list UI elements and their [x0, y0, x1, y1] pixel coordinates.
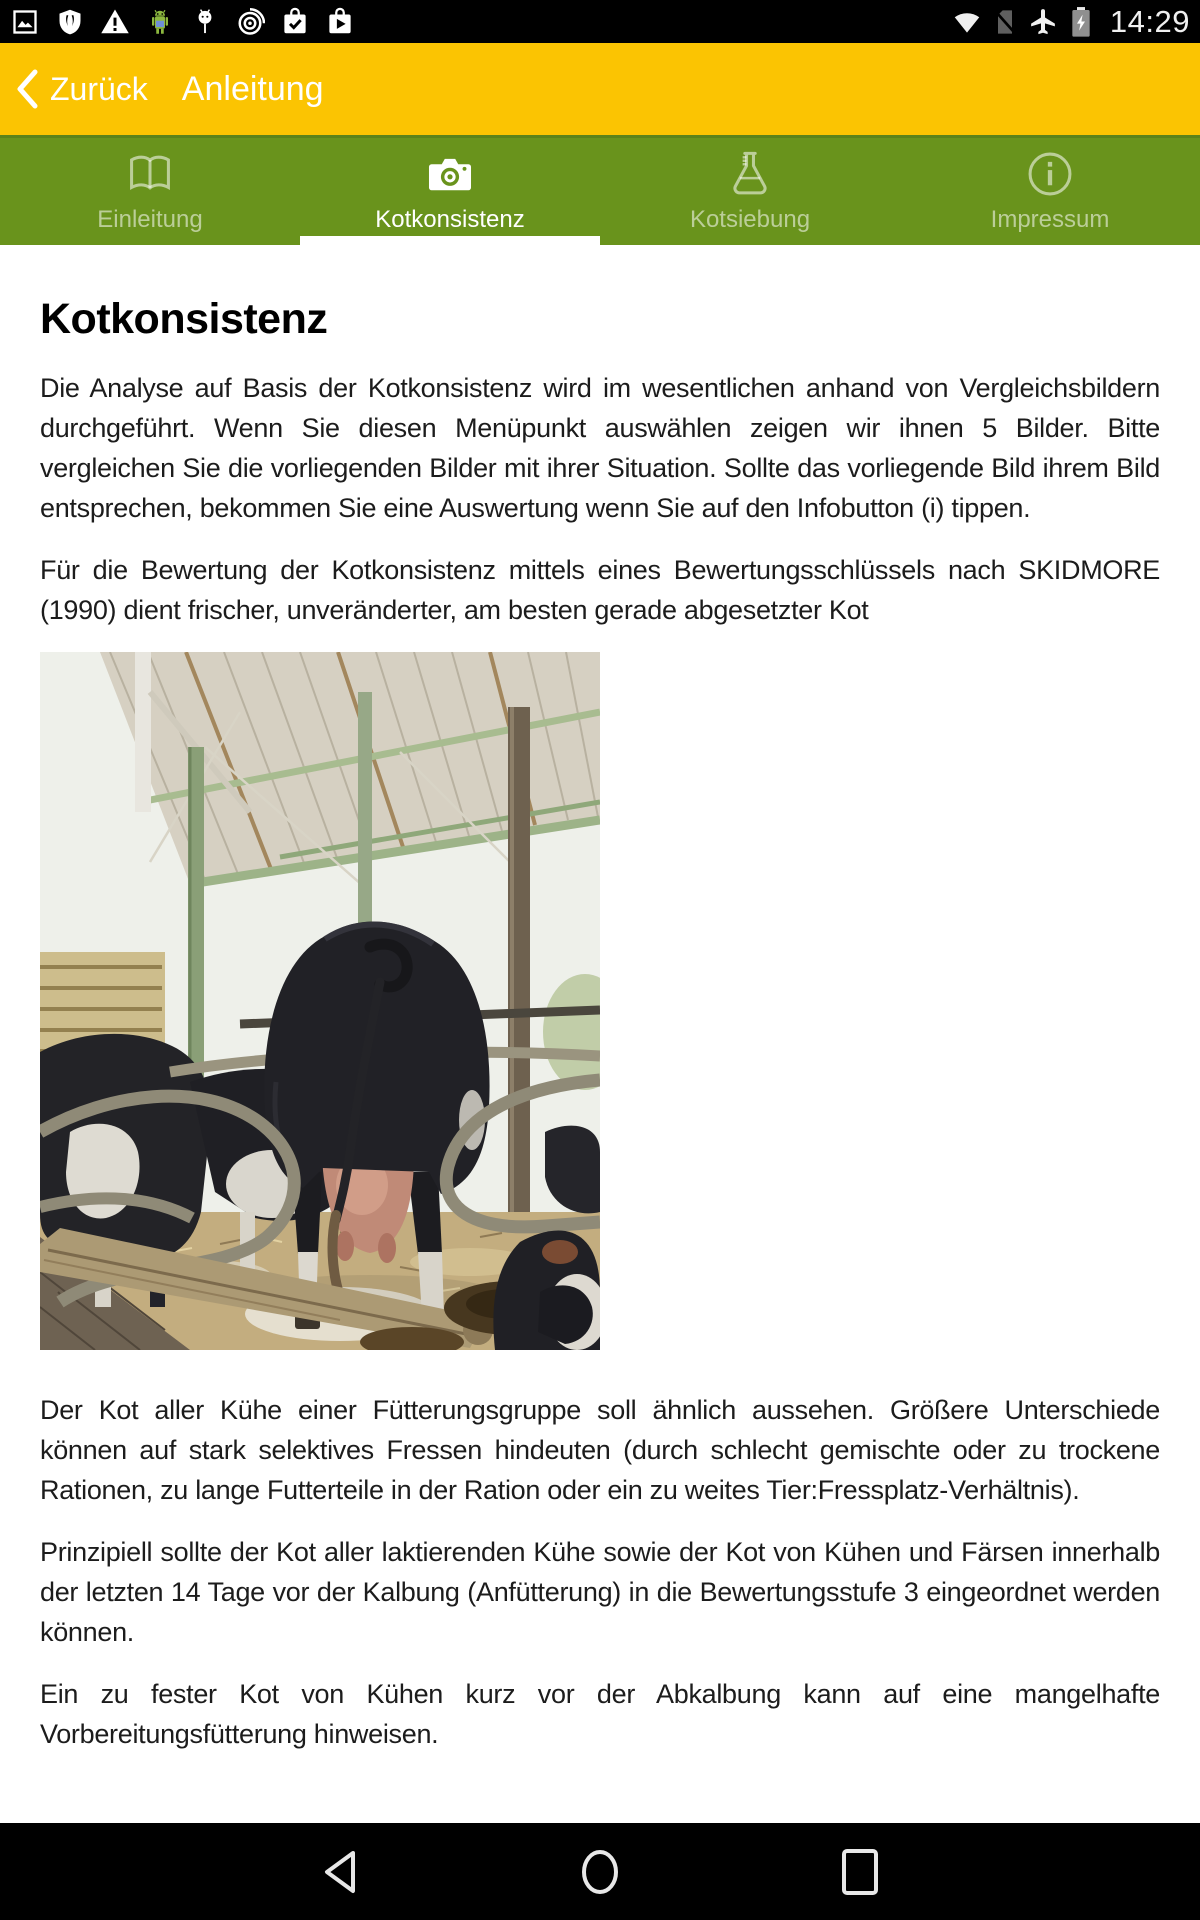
- nav-home-icon: [578, 1847, 622, 1897]
- tab-kotkonsistenz[interactable]: [300, 138, 600, 245]
- android-navigation-bar: [0, 1823, 1200, 1920]
- paragraph-firm-dung: Ein zu fester Kot von Kühen kurz vor der Abkalbung kann auf eine mangelhafte Vorbereitungsfütterung hinweisen.: [40, 1679, 1160, 1749]
- tab-label-impressum: Impressum: [990, 206, 1110, 233]
- book-icon: [124, 148, 176, 200]
- back-button[interactable]: [14, 69, 148, 109]
- tab-bar: [0, 135, 1200, 245]
- camera-icon: [424, 148, 476, 200]
- screenshot-icon: [10, 7, 40, 37]
- flask-icon: [724, 148, 776, 200]
- tab-label-kotsiebung: Kotsiebung: [689, 206, 811, 233]
- info-icon: [1024, 148, 1076, 200]
- nav-recents-icon: [840, 1848, 880, 1896]
- paragraph-skidmore: Für die Bewertung der Kotkonsistenz mittels eines Bewertungsschlüssels nach SKIDMORE (1990) dient frischer, unveränderter, am besten gerade abgesetzter Kot: [40, 555, 1160, 625]
- nav-recents-button[interactable]: [836, 1848, 884, 1896]
- airplane-mode-icon: [1028, 7, 1058, 37]
- article-content: [0, 245, 1200, 1823]
- paragraph-lactating: Prinzipiell sollte der Kot aller laktierenden Kühe sowie der Kot von Kühen und Färsen innerhalb der letzten 14 Tage vor der Kalbung (Anfütterung) in die Bewertungsstufe 3 eingeordnet werden können.: [40, 1537, 1160, 1647]
- status-bar-notification-icons: [10, 7, 355, 37]
- shield-icon: [55, 7, 85, 37]
- wifi-icon: [952, 7, 982, 37]
- nav-back-icon: [320, 1849, 360, 1895]
- warning-icon: [100, 7, 130, 37]
- nav-back-button[interactable]: [316, 1848, 364, 1896]
- android-robot-icon: [145, 7, 175, 37]
- paragraph-intro: Die Analyse auf Basis der Kotkonsistenz wird im wesentlichen anhand von Vergleichsbildern durchgeführt. Wenn Sie diesen Menüpunkt auswählen zeigen wir ihnen 5 Bilder. Bitte vergleichen Sie die vorliegenden Bilder mit ihrer Situation. Sollte das vorliegende Bild ihrem Bild entsprechen, bekommen Sie eine Auswertung wenn Sie auf den Infobutton (i) tippen.: [40, 373, 1160, 523]
- battery-charging-icon: [1066, 7, 1096, 37]
- tab-kotsiebung[interactable]: [600, 138, 900, 245]
- lollipop-icon: [190, 7, 220, 37]
- nav-home-button[interactable]: [576, 1848, 624, 1896]
- tab-impressum[interactable]: [900, 138, 1200, 245]
- app-bar: [0, 43, 1200, 135]
- active-tab-indicator: [300, 236, 600, 245]
- status-bar: [0, 0, 1200, 43]
- cow-photo: [40, 652, 600, 1350]
- back-button-label: Zurück: [50, 70, 148, 107]
- page-title: Anleitung: [181, 69, 324, 108]
- status-bar-system-icons: [952, 4, 1190, 40]
- tab-einleitung[interactable]: [0, 138, 300, 245]
- spiral-icon: [235, 7, 265, 37]
- bag-check-icon: [280, 7, 310, 37]
- article-heading: Kotkonsistenz: [40, 295, 328, 343]
- tab-label-kotkonsistenz: Kotkonsistenz: [375, 206, 525, 233]
- clock: 14:29: [1109, 3, 1190, 39]
- cow-photo-illustration: [40, 652, 600, 1350]
- no-sim-icon: [990, 7, 1020, 37]
- back-chevron-icon: [14, 69, 40, 109]
- bag-play-icon: [325, 7, 355, 37]
- tab-label-einleitung: Einleitung: [97, 206, 203, 233]
- paragraph-feeding-group: Der Kot aller Kühe einer Fütterungsgruppe soll ähnlich aussehen. Größere Unterschiede können auf stark selektives Fressen hindeuten (durch schlecht gemischte oder zu trockene Rationen, zu lange Futterteile in der Ration oder ein zu weites Tier:Fressplatz-Verhältnis).: [40, 1395, 1160, 1505]
